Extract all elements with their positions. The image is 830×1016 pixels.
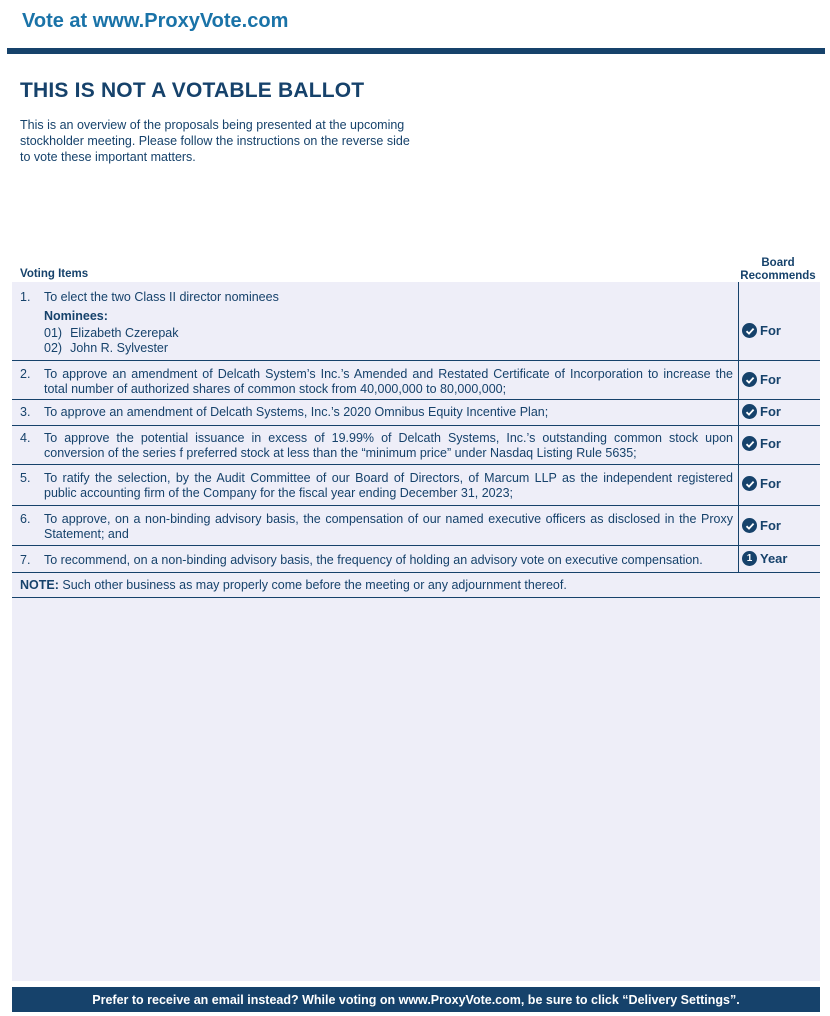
recommendation-label: For	[760, 372, 781, 387]
recommendation-cell	[738, 361, 820, 399]
recommendation-cell	[738, 546, 820, 572]
checkmark-icon	[742, 476, 757, 491]
checkmark-icon	[742, 372, 757, 387]
note-label: NOTE:	[20, 578, 59, 592]
item-number: 3.	[20, 405, 31, 419]
recommendation-label: For	[760, 323, 781, 338]
item-text: To ratify the selection, by the Audit Committee of our Board of Directors, of Marcum LLP as the independent registered public accounting firm of the Company for the fiscal year ending December 31, 2023;	[44, 471, 733, 500]
nominee-number: 01)	[44, 326, 63, 340]
intro-text: This is an overview of the proposals being presented at the upcoming stockholder meeting. Please follow the instructions on the reverse side to vote these important matters.	[20, 118, 410, 164]
checkmark-icon	[742, 323, 757, 338]
number-one-icon: 1	[742, 551, 757, 566]
header-rule	[7, 48, 825, 54]
recommendation-label: For	[760, 518, 781, 533]
checkmark-icon	[742, 436, 757, 451]
item-number: 6.	[20, 512, 31, 526]
recommendation-label: For	[760, 436, 781, 451]
voting-item-4	[12, 426, 820, 465]
voting-item-1	[12, 282, 820, 361]
note-text: Such other business as may properly come before the meeting or any adjournment thereof.	[62, 578, 567, 592]
nominee-name: John R. Sylvester	[70, 340, 169, 355]
board-recommends-header	[738, 257, 818, 283]
recommendation-label: Year	[760, 551, 788, 566]
item-text: To approve, on a non-binding advisory basis, the compensation of our named executive officers as disclosed in the Proxy Statement; and	[44, 512, 733, 541]
item-text: To approve the potential issuance in excess of 19.99% of Delcath Systems, Inc.’s outstanding common stock upon conversion of the series f preferred stock at less than the “minimum price” under Nasdaq Listing Rule 5635;	[44, 431, 733, 460]
note-row	[12, 573, 820, 598]
voting-item-2	[12, 361, 820, 400]
nominee-number: 02)	[44, 340, 63, 355]
voting-item-3	[12, 400, 820, 426]
item-number: 4.	[20, 431, 31, 445]
checkmark-icon	[742, 518, 757, 533]
recommendation-cell	[738, 506, 820, 545]
voting-items-header: Voting Items	[20, 268, 89, 280]
voting-item-5	[12, 465, 820, 506]
nominees-label: Nominees:	[44, 308, 108, 323]
item-number: 2.	[20, 367, 31, 381]
recommendation-cell	[738, 426, 820, 464]
nominee-1	[44, 326, 733, 341]
item-text	[44, 290, 733, 355]
nominee-2	[44, 341, 733, 356]
recommendation-label: For	[760, 404, 781, 419]
board-header-line1: Board	[761, 257, 795, 269]
footer-banner	[12, 987, 820, 1012]
page-title: THIS IS NOT A VOTABLE BALLOT	[20, 79, 365, 102]
voting-item-6	[12, 506, 820, 546]
item-1-text: To elect the two Class II director nominees	[44, 290, 279, 304]
item-text: To recommend, on a non-binding advisory basis, the frequency of holding an advisory vote on executive compensation.	[44, 553, 703, 567]
voting-item-7	[12, 546, 820, 573]
item-number: 7.	[20, 553, 31, 567]
checkmark-icon	[742, 404, 757, 419]
recommendation-label: For	[760, 476, 781, 491]
recommendation-cell	[738, 282, 820, 360]
nominee-name: Elizabeth Czerepak	[70, 326, 179, 340]
item-text: To approve an amendment of Delcath Systems, Inc.’s 2020 Omnibus Equity Incentive Plan;	[44, 405, 549, 419]
recommendation-cell	[738, 400, 820, 425]
header-title: Vote at www.ProxyVote.com	[22, 10, 289, 32]
board-header-line2: Recommends	[740, 270, 816, 282]
footer-text: Prefer to receive an email instead? While voting on www.ProxyVote.com, be sure to click “Delivery Settings”.	[92, 992, 740, 1007]
recommendation-cell	[738, 465, 820, 505]
item-number: 5.	[20, 471, 31, 485]
item-number: 1.	[20, 290, 31, 304]
item-text: To approve an amendment of Delcath System’s Inc.’s Amended and Restated Certificate of Incorporation to increase the total number of authorized shares of common stock from 40,000,000 to 80,000,000;	[44, 367, 733, 396]
